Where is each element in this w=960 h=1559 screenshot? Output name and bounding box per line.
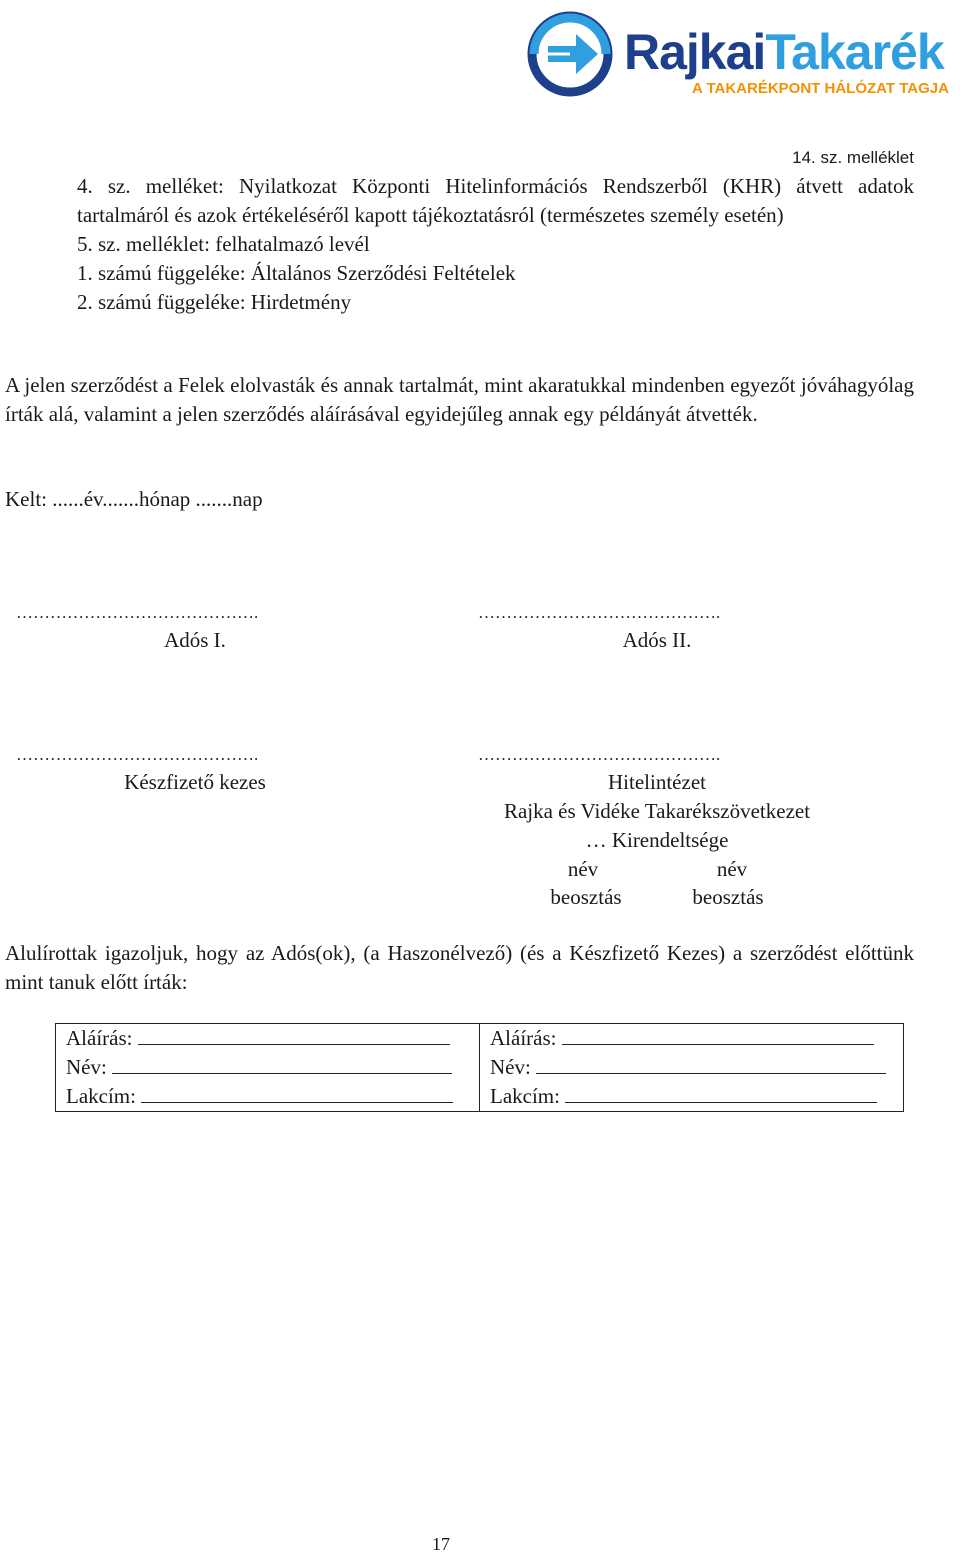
debtor2-signature-line: …………………………………….	[478, 603, 721, 622]
witness-1-signature-field[interactable]	[138, 1024, 450, 1045]
bank-label: Hitelintézet	[608, 770, 706, 794]
witness-2-address-label: Lakcím:	[490, 1084, 560, 1108]
page-number: 17	[432, 1534, 450, 1554]
rajkai-takarek-logo	[524, 8, 960, 104]
witness-1-name-label: Név:	[66, 1055, 107, 1079]
witness-2-cell	[480, 1024, 904, 1112]
bank-position-label-1: beosztás	[550, 885, 622, 909]
witness-2-name-label: Név:	[490, 1055, 531, 1079]
guarantor-signature-line: …………………………………….	[16, 745, 259, 764]
logo-wordmark-part2: Takarék	[765, 24, 944, 80]
agreement-paragraph: A jelen szerződést a Felek elolvasták és annak tartalmát, mint akaratukkal mindenben egyezőt jóváhagyólag írták alá, valamint a jelen szerződés aláírásával egyidejűleg annak egy példányát átvették.	[5, 373, 914, 426]
bank-position-label-2: beosztás	[692, 885, 764, 909]
witness-1-address-label: Lakcím:	[66, 1084, 136, 1108]
list-item: 2. számú függeléke: Hirdetmény	[77, 290, 352, 314]
bank-signature-line: …………………………………….	[478, 745, 721, 764]
logo-wordmark-part1: Rajkai	[624, 24, 766, 80]
witness-2-address-field[interactable]	[565, 1082, 877, 1103]
witness-2-name-field[interactable]	[536, 1053, 886, 1074]
debtor1-signature-line: …………………………………….	[16, 603, 259, 622]
bank-name: Rajka és Vidéke Takarékszövetkezet	[503, 799, 811, 823]
witness-1-signature-label: Aláírás:	[66, 1026, 133, 1050]
debtor2-label: Adós II.	[622, 628, 692, 652]
witness-2-signature-label: Aláírás:	[490, 1026, 557, 1050]
bank-branch: … Kirendeltsége	[585, 828, 729, 852]
list-item: 5. sz. melléklet: felhatalmazó levél	[77, 232, 370, 256]
appendix-list	[77, 172, 914, 317]
annex-label: 14. sz. melléklet	[792, 148, 914, 167]
debtor1-label: Adós I.	[164, 628, 226, 652]
list-item: 1. számú függeléke: Általános Szerződési Feltételek	[77, 261, 516, 285]
logo-emblem-icon	[526, 10, 614, 98]
witness-2-signature-field[interactable]	[562, 1024, 874, 1045]
guarantor-label: Készfizető kezes	[124, 770, 266, 794]
logo-wordmark	[624, 22, 944, 82]
date-line: Kelt: ......év.......hónap .......nap	[5, 487, 263, 511]
logo-tagline: A TAKARÉKPONT HÁLÓZAT TAGJA	[692, 80, 949, 97]
bank-name-label-2: név	[716, 857, 748, 881]
witness-paragraph: Alulírottak igazoljuk, hogy az Adós(ok), (a Haszonélvező) (és a Készfizető Kezes) a szerződést előttünk mint tanuk előtt írták:	[5, 941, 914, 994]
witness-1-address-field[interactable]	[141, 1082, 453, 1103]
witness-1-name-field[interactable]	[112, 1053, 452, 1074]
list-item: 4. sz. melléket: Nyilatkozat Központi Hitelinformációs Rendszerből (KHR) átvett adatok tartalmáról és azok értékeléséről kapott tájékoztatásról (természetes személy esetén)	[77, 174, 914, 227]
witness-1-cell	[56, 1024, 480, 1112]
bank-name-label-1: név	[567, 857, 599, 881]
witness-table	[55, 1023, 904, 1112]
